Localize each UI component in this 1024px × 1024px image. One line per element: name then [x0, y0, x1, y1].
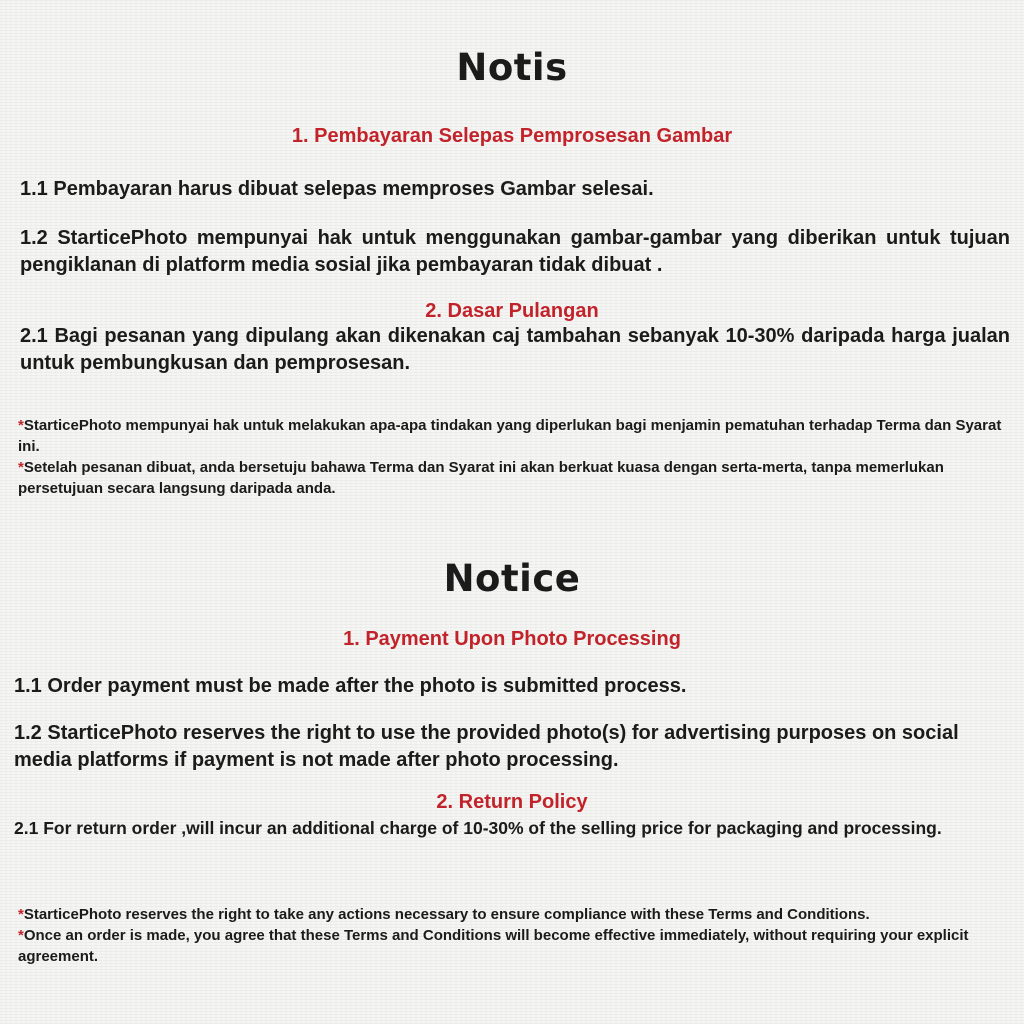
asterisk-marker: * [18, 417, 24, 434]
notice-footnote-1 [18, 904, 1006, 925]
notice-para-1-1: 1.1 Order payment must be made after the photo is submitted process. [14, 675, 687, 697]
notice-footnotes [0, 904, 1024, 967]
notis-para-1-2: 1.2 StarticePhoto mempunyai hak untuk menggunakan gambar-gambar yang diberikan untuk tujuan pengiklanan di platform media sosial jika pembayaran tidak dibuat . [20, 227, 1010, 276]
notice-title: Notice [443, 557, 581, 600]
asterisk-marker: * [18, 906, 24, 923]
notis-footnote-2-text: Setelah pesanan dibuat, anda bersetuju bahawa Terma dan Syarat ini akan berkuat kuasa dengan serta-merta, tanpa memerlukan persetujuan secara langsung daripada anda. [18, 459, 944, 497]
notis-footnote-1-text: StarticePhoto mempunyai hak untuk melakukan apa-apa tindakan yang diperlukan bagi menjamin pematuhan terhadap Terma dan Syarat ini. [18, 417, 1002, 455]
notice-footnote-2 [18, 925, 1006, 967]
notis-footnotes [0, 415, 1024, 499]
notice-section2-heading: 2. Return Policy [436, 791, 588, 813]
notice-footnote-2-text: Once an order is made, you agree that these Terms and Conditions will become effective immediately, without requiring your explicit agreement. [18, 927, 969, 965]
asterisk-marker: * [18, 459, 24, 476]
asterisk-marker: * [18, 927, 24, 944]
section-notice [0, 557, 1024, 967]
notis-para-2-1: 2.1 Bagi pesanan yang dipulang akan dikenakan caj tambahan sebanyak 10-30% daripada harga jualan untuk pembungkusan dan pemprosesan. [20, 325, 1010, 374]
notis-title: Notis [456, 46, 568, 89]
notice-para-2-1: 2.1 For return order ,will incur an additional charge of 10-30% of the selling price for packaging and processing. [14, 818, 942, 838]
notice-para-1-2: 1.2 StarticePhoto reserves the right to use the provided photo(s) for advertising purposes on social media platforms if payment is not made after photo processing. [14, 722, 959, 771]
notis-section1-heading: 1. Pembayaran Selepas Pemprosesan Gambar [291, 125, 733, 147]
notice-footnote-1-text: StarticePhoto reserves the right to take any actions necessary to ensure compliance with these Terms and Conditions. [23, 906, 870, 923]
notis-footnote-2 [18, 457, 1006, 499]
notis-para-1-1: 1.1 Pembayaran harus dibuat selepas memproses Gambar selesai. [20, 178, 654, 200]
notice-section1-heading: 1. Payment Upon Photo Processing [343, 628, 681, 650]
notis-section2-heading: 2. Dasar Pulangan [425, 300, 599, 322]
notis-footnote-1 [18, 415, 1006, 457]
section-notis [0, 46, 1024, 499]
